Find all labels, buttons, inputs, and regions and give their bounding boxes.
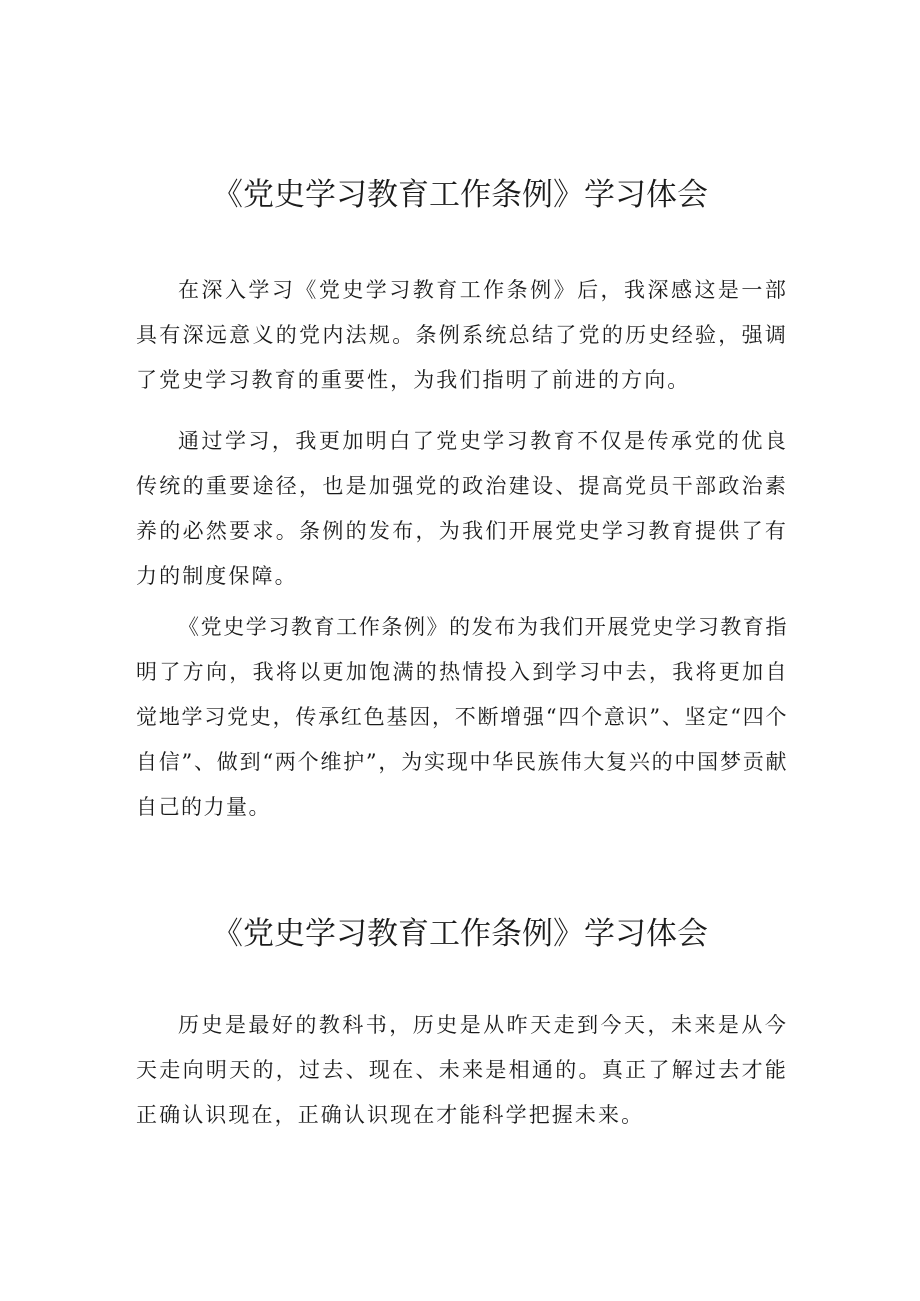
section-2-title: 《党史学习教育工作条例》学习体会 bbox=[212, 916, 708, 952]
section-1-title: 《党史学习教育工作条例》学习体会 bbox=[212, 177, 708, 213]
section-2-paragraph-1: 历史是最好的教科书，历史是从昨天走到今天，未来是从今天走向明天的，过去、现在、未来是相通的。真正了解过去才能正确认识现在，正确认识现在才能科学把握未来。 bbox=[136, 1013, 788, 1127]
section-1-paragraph-1: 在深入学习《党史学习教育工作条例》后，我深感这是一部具有深远意义的党内法规。条例系统总结了党的历史经验，强调了党史学习教育的重要性，为我们指明了前进的方向。 bbox=[136, 278, 788, 392]
section-1-paragraph-3: 《党史学习教育工作条例》的发布为我们开展党史学习教育指明了方向，我将以更加饱满的热情投入到学习中去，我将更加自觉地学习党史，传承红色基因，不断增强“四个意识”、坚定“四个自信”、做到“两个维护”，为实现中华民族伟大复兴的中国梦贡献自己的力量。 bbox=[136, 615, 788, 819]
section-1-paragraph-2: 通过学习，我更加明白了党史学习教育不仅是传承党的优良传统的重要途径，也是加强党的政治建设、提高党员干部政治素养的必然要求。条例的发布，为我们开展党史学习教育提供了有力的制度保障。 bbox=[136, 429, 788, 588]
